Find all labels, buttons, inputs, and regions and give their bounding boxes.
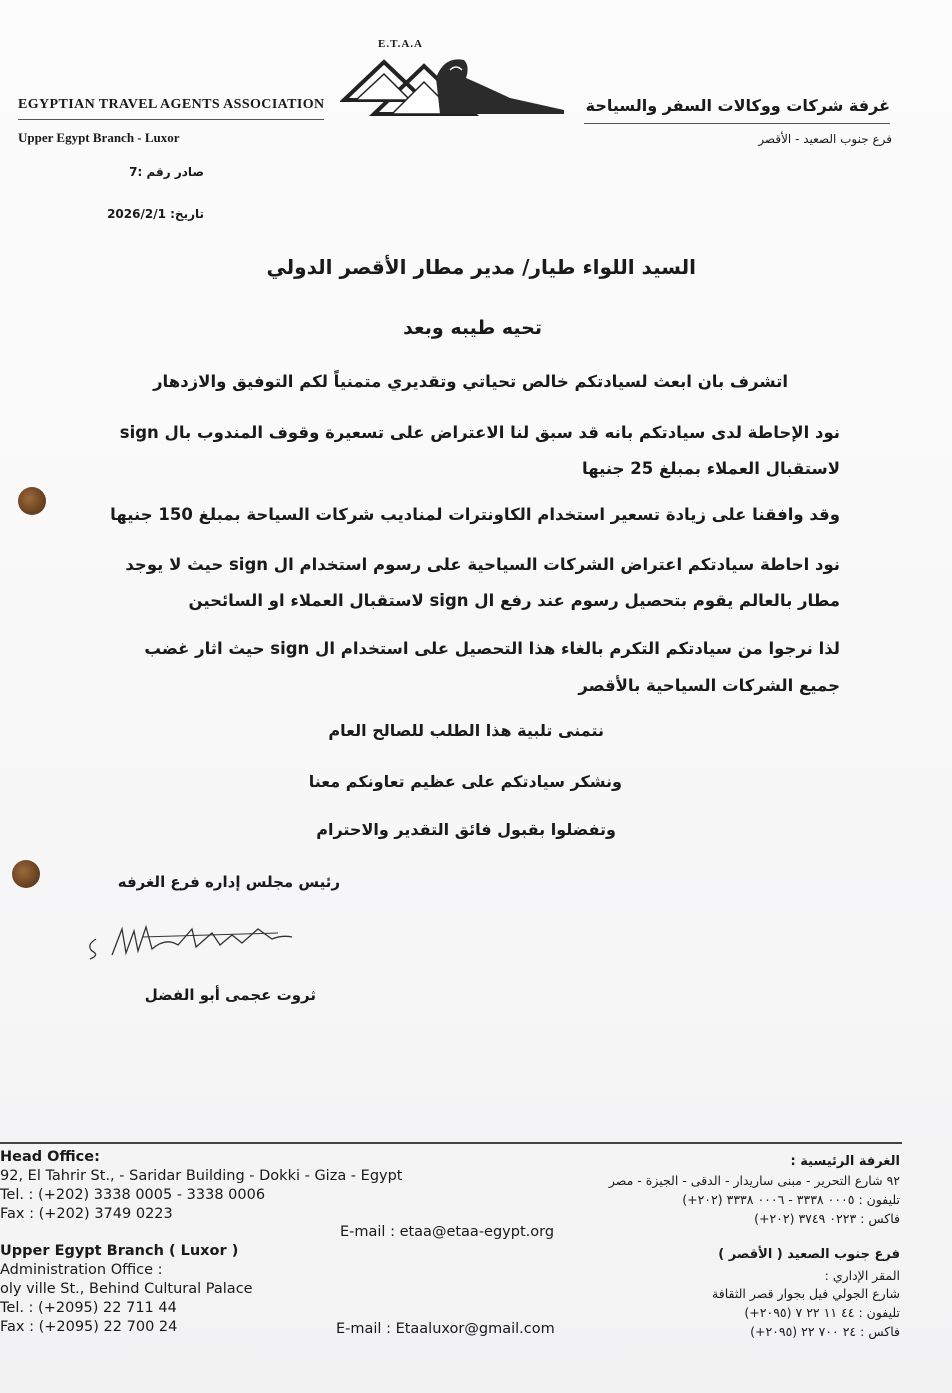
branch-email-en: E-mail : Etaaluxor@gmail.com <box>336 1321 555 1337</box>
paragraph-line: نود احاطة سيادتكم اعتراض الشركات السياحية على رسوم استخدام ال sign حيث لا يوجد <box>125 555 840 574</box>
paragraph-line: اتشرف بان ابعث لسيادتكم خالص تحياتي وتقديري متمنياً لكم التوفيق والازدهار <box>153 372 788 391</box>
paragraph-line: نود الإحاطة لدى سيادتكم بانه قد سبق لنا الاعتراض على تسعيرة وقوف المندوب بال sign <box>119 423 840 442</box>
closing-line: ونشكر سيادتكم على عظيم تعاونكم معنا <box>308 772 622 791</box>
association-name-en: EGYPTIAN TRAVEL AGENTS ASSOCIATION <box>18 97 325 112</box>
head-office-tel-ar: تليفون : ٠٠٠٥ ٣٣٣٨ - ٠٠٠٦ ٣٣٣٨ (٢٠٢+) <box>682 1192 900 1207</box>
head-office-title-ar: الغرفة الرئيسية : <box>790 1154 900 1169</box>
handwritten-signature <box>82 915 302 965</box>
branch-address-ar: شارع الجولي فيل بجوار قصر الثقافة <box>712 1286 900 1301</box>
branch-admin-ar: المقر الإداري : <box>824 1268 900 1283</box>
closing-line: نتمنى تلبية هذا الطلب للصالح العام <box>328 721 604 740</box>
branch-tel-en: Tel. : (+2095) 22 711 44 <box>0 1300 177 1316</box>
branch-tel-ar: تليفون : ٤٤ ١١ ٢٢ ٧ (٢٠٩٥+) <box>744 1305 900 1320</box>
pyramids-sphinx-logo <box>340 48 570 124</box>
paragraph-line: لاستقبال العملاء بمبلغ 25 جنيها <box>582 459 840 478</box>
branch-title-en: Upper Egypt Branch ( Luxor ) <box>0 1243 239 1259</box>
letter-date: تاريخ: 2026/2/1 <box>107 207 204 221</box>
head-office-title: Head Office: <box>0 1149 100 1165</box>
addressee: السيد اللواء طيار/ مدير مطار الأقصر الدولي <box>266 255 696 279</box>
association-name-ar: غرفة شركات ووكالات السفر والسياحة <box>585 96 890 115</box>
paragraph-line: جميع الشركات السياحية بالأقصر <box>578 676 840 695</box>
punch-hole <box>18 487 46 515</box>
branch-title-ar: فرع جنوب الصعيد ( الأقصر ) <box>718 1247 900 1262</box>
branch-fax-en: Fax : (+2095) 22 700 24 <box>0 1319 178 1335</box>
paragraph-line: مطار بالعالم يقوم بتحصيل رسوم عند رفع ال sign لاستقبال العملاء او السائحين <box>188 591 840 610</box>
header-rule-left <box>18 119 324 120</box>
head-office-tel: Tel. : (+202) 3338 0005 - 3338 0006 <box>0 1187 266 1203</box>
branch-fax-ar: فاكس : ٢٤ ٧٠٠ ٢٢ (٢٠٩٥+) <box>750 1324 900 1339</box>
paragraph-line: وقد وافقنا على زيادة تسعير استخدام الكاونترات لمناديب شركات السياحة بمبلغ 150 جنيها <box>110 505 840 524</box>
head-office-address-ar: ٩٢ شارع التحرير - مبنى ساريدار - الدقى - الجيزة - مصر <box>608 1173 900 1188</box>
greeting: تحيه طيبه وبعد <box>403 317 542 339</box>
closing-line: وتفضلوا بقبول فائق التقدير والاحترام <box>316 820 616 839</box>
header-rule-right <box>584 123 890 124</box>
punch-hole <box>12 860 40 888</box>
signatory-name: ثروت عجمى أبو الفضل <box>144 986 316 1004</box>
head-office-address: 92, El Tahrir St., - Saridar Building - Dokki - Giza - Egypt <box>0 1168 403 1184</box>
footer-rule <box>0 1142 902 1144</box>
head-office-email: E-mail : etaa@etaa-egypt.org <box>340 1224 555 1240</box>
branch-admin-en: Administration Office : <box>0 1262 163 1278</box>
etaa-mark: E.T.A.A <box>378 38 423 50</box>
branch-name-ar: فرع جنوب الصعيد - الأقصر <box>758 132 892 146</box>
head-office-fax-ar: فاكس : ٠٢٢٣ ٣٧٤٩ (٢٠٢+) <box>754 1211 900 1226</box>
paragraph-line: لذا نرجوا من سيادتكم التكرم بالغاء هذا التحصيل على استخدام ال sign حيث اثار غضب <box>144 639 840 658</box>
head-office-fax: Fax : (+202) 3749 0223 <box>0 1206 173 1222</box>
branch-address-en: oly ville St., Behind Cultural Palace <box>0 1281 253 1297</box>
branch-name-en: Upper Egypt Branch - Luxor <box>18 130 180 145</box>
signature-title: رئيس مجلس إداره فرع الغرفه <box>117 873 340 891</box>
reference-number: صادر رقم :7 <box>129 165 204 179</box>
